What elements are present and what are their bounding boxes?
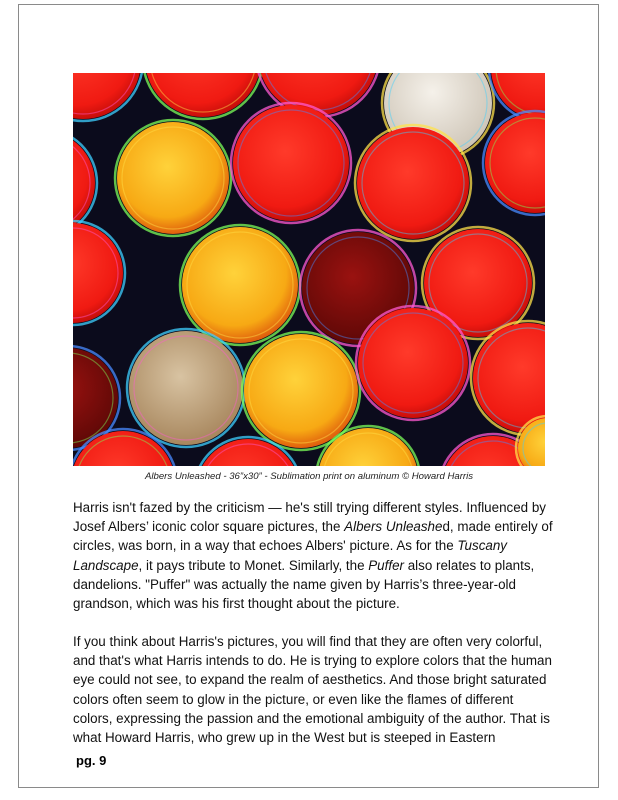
albers-unleashed-title: Albers Unleashe (344, 519, 443, 535)
painted-circle (233, 105, 349, 221)
paragraph-1-text-c: , it pays tribute to Monet. Similarly, the (138, 557, 369, 573)
circles-artwork-icon (73, 73, 545, 466)
paragraph-1 (73, 498, 553, 613)
paragraph-2: If you think about Harris's pictures, you will find that they are often very colorful, and that's what Harris intends to do. He is trying to explore colors that the human eye could not see, to expand the realm of aesthetics. And those bright saturated colors often seem to glow in the picture, or even like the flames of different colors, expressing the passion and the emotional ambiguity of the author. That is what Howard Harris, who grew up in the West but is steeped in Eastern (73, 634, 552, 746)
figure-caption: Albers Unleashed - 36”x30” - Sublimation print on aluminum © Howard Harris (144, 471, 474, 482)
painted-circle (357, 127, 469, 239)
tuscany-landscape-title: Tuscany Landscape (73, 538, 507, 573)
paragraph-1-text-a: Harris isn't fazed by the criticism — he's still trying different styles. Influenced by Josef Albers’ iconic color square pictures, the (73, 500, 546, 535)
painted-circle (244, 334, 358, 448)
painted-circle (129, 331, 243, 445)
paragraph-1-text-d: also relates to plants, dandelions. "Puffer" was actually the name given by Harris’s three-year-old grandson, which was his first thought about the picture. (73, 557, 535, 612)
painted-circle (182, 227, 298, 343)
painted-circle (117, 122, 229, 234)
artwork-image (73, 73, 545, 466)
page-number: pg. 9 (76, 753, 107, 768)
puffer-title: Puffer (368, 557, 404, 573)
painted-circle (358, 308, 468, 418)
paragraph-1-text-b: d, made entirely of circles, was born, in a way that echoes Albers' picture. As for the (73, 519, 553, 554)
